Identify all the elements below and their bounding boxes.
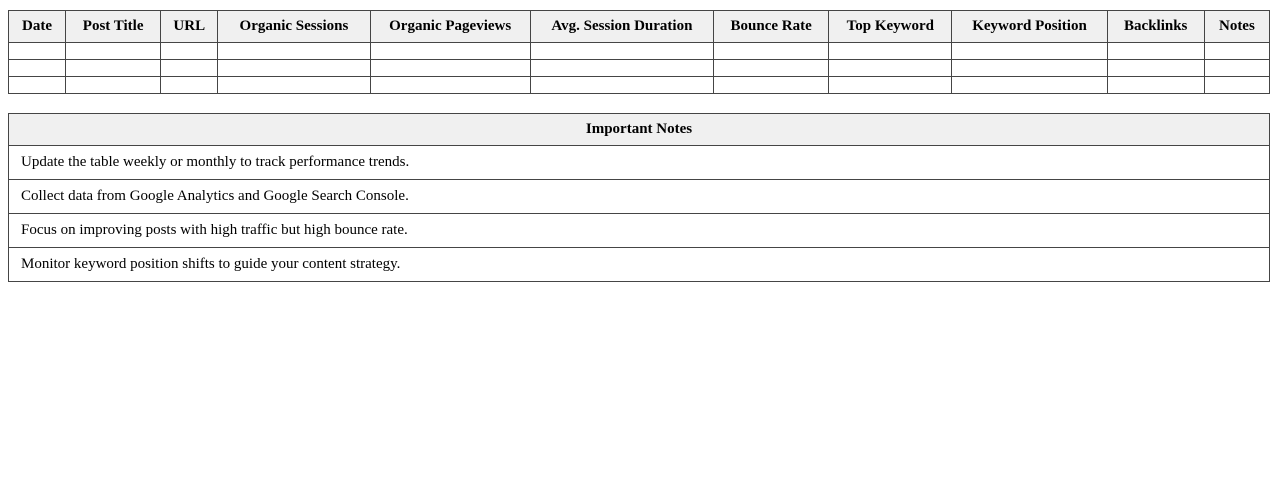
empty-cell xyxy=(370,77,530,94)
note-row xyxy=(9,146,1270,180)
empty-cell xyxy=(9,43,66,60)
empty-cell xyxy=(1107,43,1204,60)
column-header-backlinks: Backlinks xyxy=(1107,11,1204,43)
column-header-organic-pageviews: Organic Pageviews xyxy=(370,11,530,43)
table-row xyxy=(9,43,1270,60)
note-text: Monitor keyword position shifts to guide your content strategy. xyxy=(9,248,1270,282)
column-header-keyword-position: Keyword Position xyxy=(952,11,1107,43)
empty-cell xyxy=(161,60,218,77)
empty-cell xyxy=(9,60,66,77)
empty-cell xyxy=(218,60,370,77)
empty-cell xyxy=(1204,77,1269,94)
notes-header-row xyxy=(9,114,1270,146)
column-header-date: Date xyxy=(9,11,66,43)
seo-tracker-table xyxy=(8,10,1270,94)
empty-cell xyxy=(370,60,530,77)
empty-cell xyxy=(530,77,713,94)
empty-cell xyxy=(952,77,1107,94)
empty-cell xyxy=(66,43,161,60)
empty-cell xyxy=(714,60,829,77)
empty-cell xyxy=(829,77,952,94)
column-header-organic-sessions: Organic Sessions xyxy=(218,11,370,43)
empty-cell xyxy=(530,43,713,60)
note-text: Collect data from Google Analytics and Google Search Console. xyxy=(9,180,1270,214)
note-row xyxy=(9,248,1270,282)
empty-cell xyxy=(1107,77,1204,94)
table-row xyxy=(9,60,1270,77)
empty-cell xyxy=(952,60,1107,77)
column-header-notes: Notes xyxy=(1204,11,1269,43)
empty-cell xyxy=(714,77,829,94)
table-row xyxy=(9,77,1270,94)
note-text: Focus on improving posts with high traffic but high bounce rate. xyxy=(9,214,1270,248)
empty-cell xyxy=(829,43,952,60)
note-text: Update the table weekly or monthly to track performance trends. xyxy=(9,146,1270,180)
empty-cell xyxy=(161,77,218,94)
empty-cell xyxy=(9,77,66,94)
empty-cell xyxy=(952,43,1107,60)
note-row xyxy=(9,214,1270,248)
empty-cell xyxy=(370,43,530,60)
empty-cell xyxy=(714,43,829,60)
column-header-top-keyword: Top Keyword xyxy=(829,11,952,43)
empty-cell xyxy=(829,60,952,77)
column-header-avg-session-duration: Avg. Session Duration xyxy=(530,11,713,43)
note-row xyxy=(9,180,1270,214)
empty-cell xyxy=(218,43,370,60)
empty-cell xyxy=(1204,43,1269,60)
seo-table-header-row xyxy=(9,11,1270,43)
empty-cell xyxy=(66,77,161,94)
empty-cell xyxy=(1107,60,1204,77)
empty-cell xyxy=(161,43,218,60)
empty-cell xyxy=(66,60,161,77)
important-notes-table xyxy=(8,113,1270,282)
empty-cell xyxy=(530,60,713,77)
column-header-post-title: Post Title xyxy=(66,11,161,43)
column-header-bounce-rate: Bounce Rate xyxy=(714,11,829,43)
empty-cell xyxy=(1204,60,1269,77)
empty-cell xyxy=(218,77,370,94)
column-header-url: URL xyxy=(161,11,218,43)
notes-table-title: Important Notes xyxy=(9,114,1270,146)
